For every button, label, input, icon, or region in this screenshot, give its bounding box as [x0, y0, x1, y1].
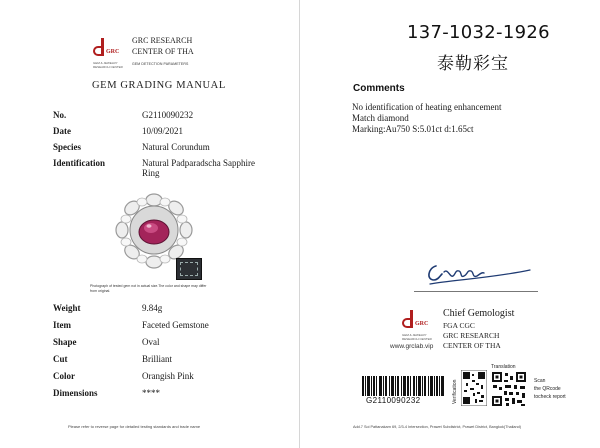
row-label-cut: Cut: [53, 354, 68, 364]
verification-label: Verification: [452, 379, 458, 404]
scan-line-3: tocheck report: [534, 394, 566, 400]
logo-sub-right-1: GEM & JEWELRY: [402, 333, 427, 337]
row-value-no: G2110090232: [142, 110, 194, 120]
comment-line-2: Match diamond: [352, 113, 409, 123]
row-label-identification: Identification: [53, 158, 106, 168]
lab-name-line-2: CENTER OF THA: [132, 47, 194, 56]
scan-line-1: Scan: [534, 378, 546, 384]
address-footer: Add.7 Soi Pattanakarn 69, 2/3-4 Intersection, Prawet Subdistrict, Prawet District, Bangkok(Thailand): [353, 425, 521, 429]
grc-logo-icon-right: [402, 310, 416, 332]
comments-title: Comments: [353, 83, 405, 94]
translation-qr-icon: [491, 371, 527, 407]
row-value-date: 10/09/2021: [142, 126, 184, 136]
row-value-species: Natural Corundum: [142, 142, 210, 152]
left-footer-note: Please refer to reverse page for detailed testing standards and trade name: [68, 424, 201, 429]
scan-line-2: the QRcode: [534, 386, 561, 392]
lab-name-line-1: GRC RESEARCH: [132, 36, 193, 45]
logo-sub-line-2: RESEARCH CENTER: [93, 65, 123, 69]
chief-line-3: CENTER OF THA: [443, 341, 501, 350]
row-label-species: Species: [53, 142, 81, 152]
website-text: www.grclab.vip: [390, 343, 434, 350]
signature-line: [414, 291, 538, 292]
comment-line-3: Marking:Au750 S:5.01ct d:1.65ct: [352, 124, 474, 134]
translation-label: Translation: [491, 364, 516, 370]
photo-caption: Photograph of tested gem not in actual size.The color and shape may differ from original.: [90, 284, 207, 293]
barcode: [362, 376, 444, 396]
row-value-dimensions: ****: [142, 388, 160, 398]
verification-qr-icon: [461, 370, 487, 406]
row-label-no: No.: [53, 110, 67, 120]
row-label-weight: Weight: [53, 303, 81, 313]
lab-subtitle: GEM DETECTION PARAMETERS: [132, 62, 189, 66]
chief-line-1: FGA CGC: [443, 321, 475, 330]
logo-abbr: GRC: [106, 49, 120, 55]
row-value-item: Faceted Gemstone: [142, 320, 209, 330]
grc-logo-icon: [93, 38, 107, 60]
logo-sub-line-1: GEM & JEWELRY: [93, 61, 118, 65]
signature: [422, 258, 534, 288]
manual-title: GEM GRADING MANUAL: [92, 80, 226, 91]
logo-sub-right-2: RESEARCH CENTER: [402, 337, 432, 341]
row-label-shape: Shape: [53, 337, 77, 347]
shop-name: 泰勒彩宝: [437, 54, 509, 74]
row-label-dimensions: Dimensions: [53, 388, 98, 398]
row-value-identification: Natural Padparadscha Sapphire Ring: [142, 158, 255, 178]
row-label-color: Color: [53, 371, 75, 381]
chief-line-2: GRC RESEARCH: [443, 331, 500, 340]
row-label-date: Date: [53, 126, 71, 136]
logo-abbr-right: GRC: [415, 321, 429, 327]
row-label-item: Item: [53, 320, 71, 330]
row-value-cut: Brilliant: [142, 354, 172, 364]
chief-title: Chief Gemologist: [443, 308, 515, 319]
row-value-color: Orangish Pink: [142, 371, 194, 381]
row-value-weight: 9.84g: [142, 303, 163, 313]
barcode-number: G2110090232: [366, 396, 421, 405]
comment-line-1: No identification of heating enhancement: [352, 102, 502, 112]
row-value-shape: Oval: [142, 337, 160, 347]
phone-number: 137-1032-1926: [407, 22, 550, 43]
seal-stamp: [176, 258, 202, 280]
